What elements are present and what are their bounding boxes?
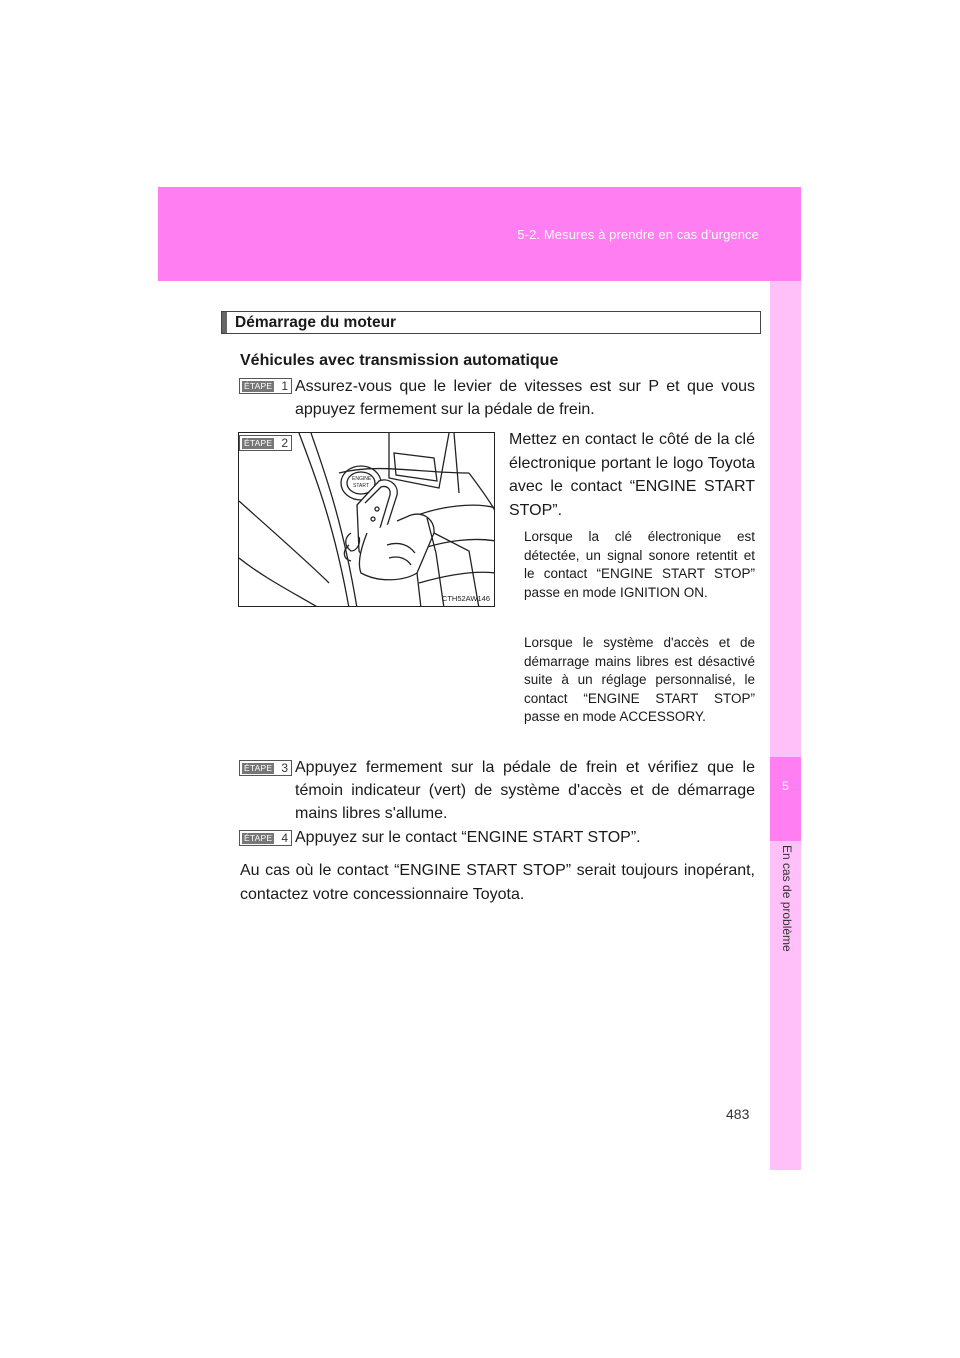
chapter-side-tab — [770, 281, 801, 1170]
step-badge-4 — [239, 830, 292, 846]
section-marker — [222, 312, 227, 333]
step-4-text: Appuyez sur le contact “ENGINE START STOP”. — [295, 829, 641, 846]
step-badge-label: ÉTAPE — [244, 438, 273, 448]
chapter-number-tab[interactable] — [770, 757, 801, 841]
step-badge-number: 4 — [281, 831, 288, 845]
subheading: Véhicules avec transmission automatique — [240, 352, 559, 369]
step-badge-3 — [239, 760, 292, 776]
step-2-text: Mettez en contact le côté de la clé électronique portant le logo Toyota avec le contact “ENGINE START STOP”. — [509, 431, 755, 519]
chapter-label-container — [776, 845, 796, 955]
note-2: Lorsque le système d'accès et de démarrage mains libres est désactivé suite à un réglage personnalisé, le contact “ENGINE START STOP” passe en mode ACCESSORY. — [524, 635, 755, 724]
step-badge-label: ÉTAPE — [244, 381, 273, 391]
step-badge-1 — [239, 378, 292, 394]
step-badge-label: ÉTAPE — [244, 763, 273, 773]
step-badge-number: 2 — [281, 436, 288, 450]
step-badge-2 — [239, 435, 292, 451]
illustration-svg — [239, 433, 495, 607]
header-band — [158, 187, 801, 281]
step-3-text: Appuyez fermement sur la pédale de frein et vérifiez que le témoin indicateur (vert) de système d'accès et de démarrage mains libres s'allume. — [295, 759, 755, 822]
svg-text:START: START — [353, 483, 369, 489]
figure-code: CTH52AW146 — [441, 594, 490, 603]
step-1-text: Assurez-vous que le levier de vitesses est sur P et que vous appuyez fermement sur la pédale de frein. — [295, 378, 755, 418]
page-number: 483 — [726, 1106, 750, 1122]
chapter-label: En cas de problème — [780, 845, 794, 952]
step-badge-number: 1 — [281, 379, 288, 393]
closing-paragraph: Au cas où le contact “ENGINE START STOP” serait toujours inopérant, contactez votre concessionnaire Toyota. — [240, 862, 755, 903]
breadcrumb: 5-2. Mesures à prendre en cas d’urgence — [517, 227, 759, 242]
section-title: Démarrage du moteur — [235, 314, 397, 331]
figure-key-touch-button — [238, 432, 495, 607]
step-badge-label: ÉTAPE — [244, 833, 273, 843]
step-badge-number: 3 — [281, 761, 288, 775]
section-title-bar — [221, 311, 761, 334]
button-label-text: ENGINE — [352, 476, 372, 482]
chapter-number: 5 — [782, 779, 789, 793]
note-1: Lorsque la clé électronique est détectée, un signal sonore retentit et le contact “ENGINE START STOP” passe en mode IGNITION ON. — [524, 529, 755, 600]
